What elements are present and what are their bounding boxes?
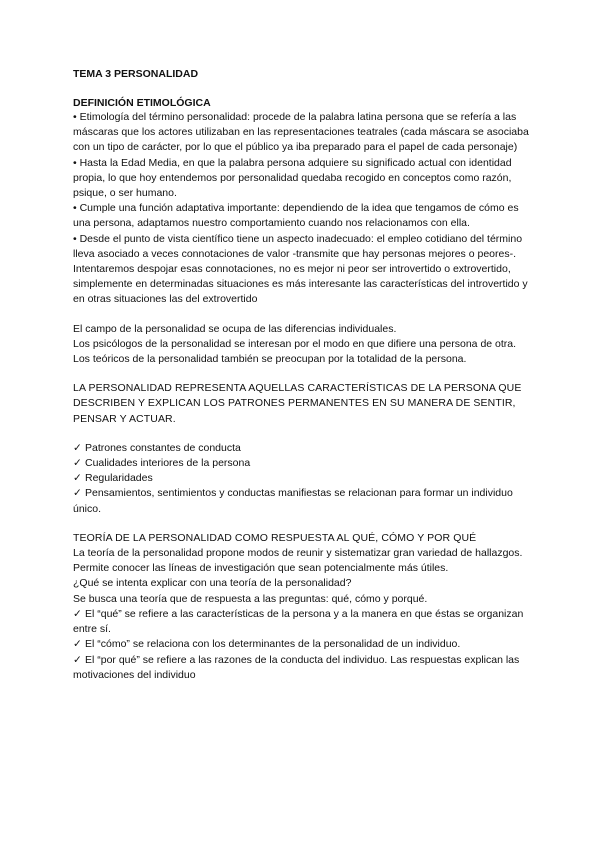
bullet-paragraph: • Etimología del término personalidad: procede de la palabra latina persona que se refería a las máscaras que los actores utilizaban en las representaciones teatrales (cada máscara se asociaba con un tipo de carácter, por lo que el público ya iba preparado para el papel de cada personaje): [73, 111, 529, 154]
theory-check-item: [73, 607, 533, 637]
checklist-section: [73, 441, 533, 517]
theory-check-item: [73, 653, 533, 683]
check-icon: ✓: [73, 441, 82, 454]
theory-paragraph: ¿Qué se intenta explicar con una teoría de la personalidad?: [73, 577, 352, 590]
page-title: TEMA 3 PERSONALIDAD: [73, 68, 199, 80]
document-body: [73, 66, 533, 683]
check-icon: ✓: [73, 487, 82, 500]
field-section: [73, 322, 533, 368]
theory-paragraph: Permite conocer las líneas de investigación que sean potencialmente más útiles.: [73, 562, 449, 575]
field-paragraph: Los psicólogos de la personalidad se interesan por el modo en que difiere una persona de otra. Los teóricos de la personalidad también se preocupan por la totalidad de la persona.: [73, 337, 517, 366]
check-icon: ✓: [73, 653, 82, 666]
checklist-item: [73, 471, 533, 486]
field-paragraph: El campo de la personalidad se ocupa de las diferencias individuales.: [73, 322, 397, 335]
checklist-item-text: Regularidades: [85, 472, 153, 485]
theory-check-text: El “cómo” se relaciona con los determinantes de la personalidad de un individuo.: [85, 638, 461, 651]
checklist-item: [73, 486, 533, 516]
section-heading-etymology: DEFINICIÓN ETIMOLÓGICA: [73, 97, 211, 109]
checklist-item-text: Cualidades interiores de la persona: [85, 457, 251, 470]
theory-paragraph: Se busca una teoría que de respuesta a las preguntas: qué, cómo y porqué.: [73, 592, 428, 605]
check-icon: ✓: [73, 638, 82, 651]
check-icon: ✓: [73, 607, 82, 620]
bullet-paragraph: • Cumple una función adaptativa importante: dependiendo de la idea que tengamos de cómo es una persona, adaptamos nuestro comportamiento cuando nos relacionamos con ella.: [73, 202, 519, 230]
checklist-item-text: Pensamientos, sentimientos y conductas manifiestas se relacionan para formar un individuo único.: [73, 487, 513, 515]
theory-heading: TEORÍA DE LA PERSONALIDAD COMO RESPUESTA AL QUÉ, CÓMO Y POR QUÉ: [73, 531, 477, 544]
checklist-item: [73, 456, 533, 471]
checklist-item-text: Patrones constantes de conducta: [85, 441, 241, 454]
theory-check-text: El “qué” se refiere a las características de la persona y a la manera en que éstas se organizan entre sí.: [73, 607, 524, 636]
check-icon: ✓: [73, 457, 82, 470]
theory-check-item: [73, 637, 533, 652]
checklist-item: [73, 441, 533, 456]
theory-paragraph: La teoría de la personalidad propone modos de reunir y sistematizar gran variedad de hallazgos.: [73, 547, 523, 560]
theory-section: [73, 531, 533, 683]
personality-definition: LA PERSONALIDAD REPRESENTA AQUELLAS CARACTERÍSTICAS DE LA PERSONA QUE DESCRIBEN Y EXPLICAN LOS PATRONES PERMANENTES EN SU MANERA DE SENTIR, PENSAR Y ACTUAR.: [73, 382, 522, 425]
theory-check-text: El “por qué” se refiere a las razones de la conducta del individuo. Las respuestas explican las motivaciones del individuo: [73, 653, 520, 681]
definition-section: [73, 381, 533, 427]
check-icon: ✓: [73, 472, 82, 485]
bullet-paragraph: • Desde el punto de vista científico tiene un aspecto inadecuado: el empleo cotidiano del término lleva asociado a veces connotaciones de valor -transmite que hay personas mejores o peores-. Intentaremos despojar esas connotaciones, no es mejor ni peor ser introvertido o extrovertido, simplemente en determinadas situaciones es más interesante las características del introvertido y en otras situaciones las del extrovertido: [73, 232, 528, 306]
bullet-paragraph: • Hasta la Edad Media, en que la palabra persona adquiere su significado actual con identidad propia, lo que hoy entendemos por personalidad quedaba recogido en conceptos como razón, psique, o ser humano.: [73, 156, 512, 200]
